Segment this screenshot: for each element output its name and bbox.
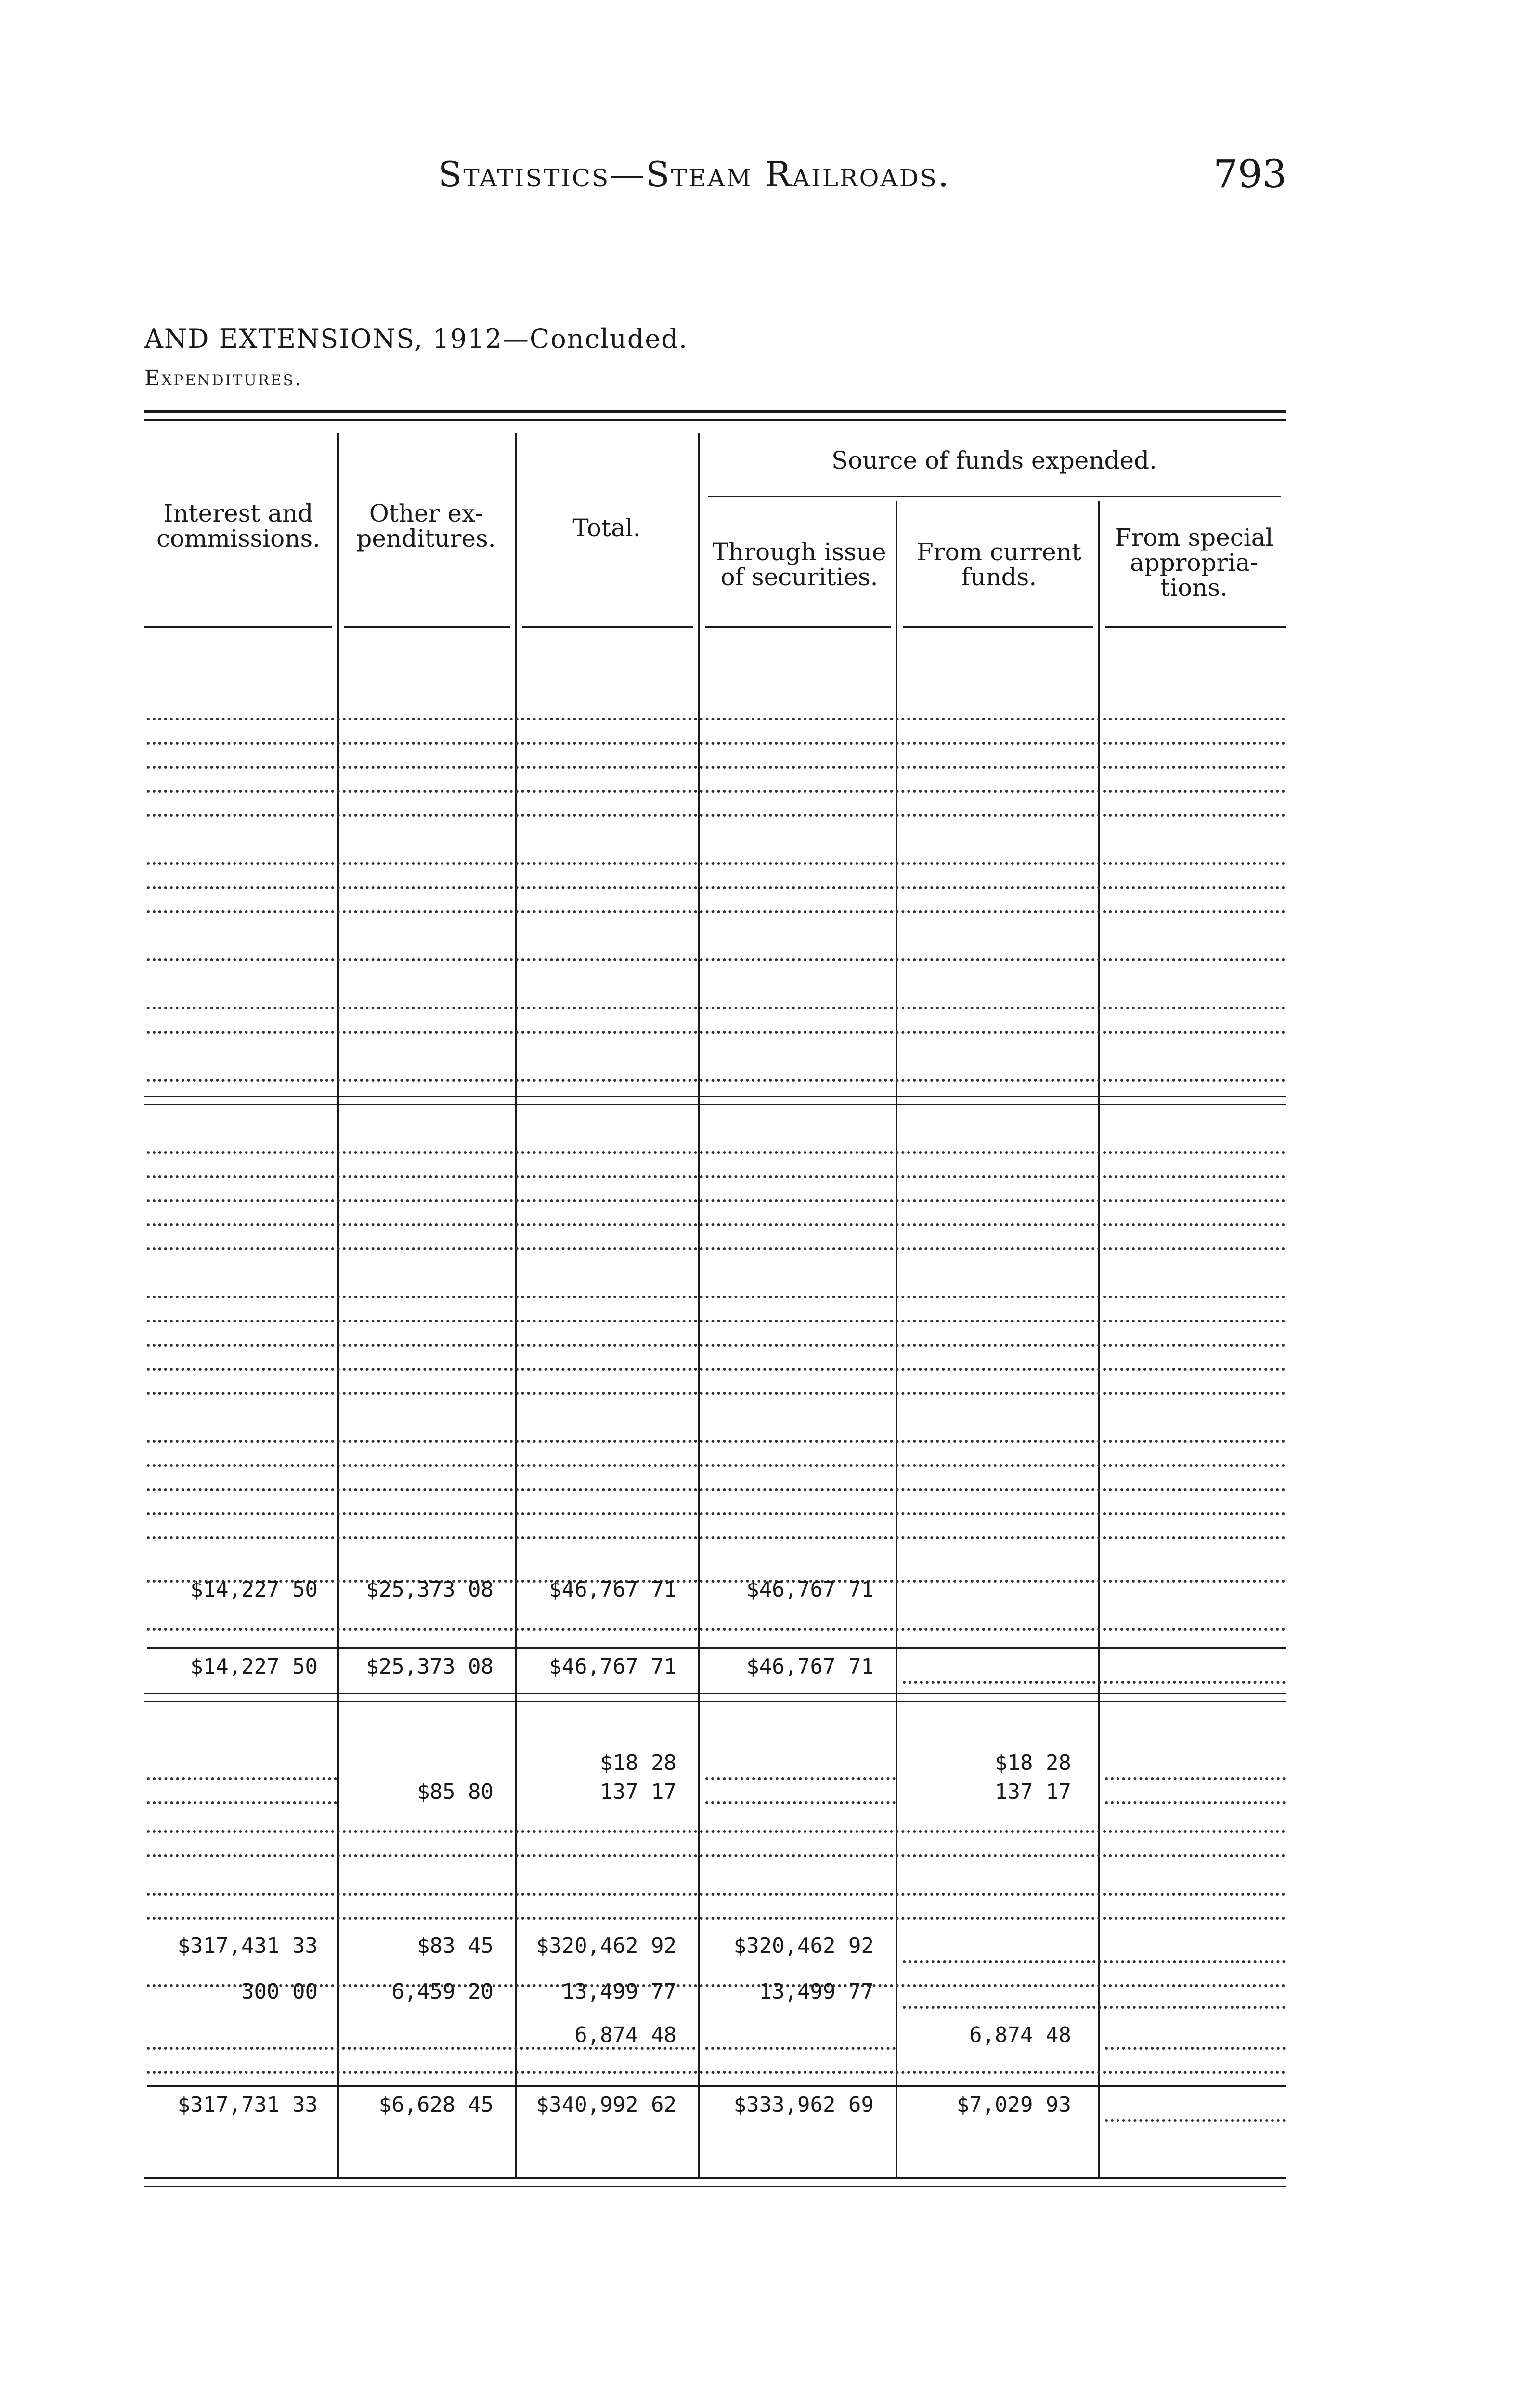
leader-dots (147, 1512, 1286, 1515)
leader-dots (903, 1681, 1286, 1684)
col-head-source-group: Source of funds expended. (831, 446, 1157, 474)
table-caption: AND EXTENSIONS, 1912—Concluded. (144, 324, 689, 354)
bottom-rule (144, 2177, 1286, 2179)
leader-dots (147, 1007, 1286, 1009)
column-divider (698, 433, 700, 2177)
col-head-total: Total. (572, 514, 641, 542)
cell-other: $83 45 (417, 1934, 494, 1958)
leader-dots (147, 1151, 1286, 1154)
sum-rule (147, 1647, 1286, 1649)
leader-dots (147, 886, 1286, 889)
head-rule (144, 626, 332, 628)
leader-dots (147, 1536, 1286, 1539)
cell-other: $25,373 08 (366, 1654, 494, 1679)
cell-securities: $46,767 71 (746, 1577, 874, 1602)
double-rule (144, 1096, 1286, 1105)
cell-current: 137 17 (995, 1780, 1071, 1804)
top-rule (144, 410, 1286, 413)
col-head-securities: Through issue of securities. (712, 538, 886, 591)
column-divider (896, 501, 897, 2177)
cell-other: $85 80 (417, 1780, 494, 1804)
head-rule (1105, 626, 1286, 628)
leader-dots (147, 958, 1286, 961)
leader-dots (147, 1199, 1286, 1202)
leader-dots (147, 1628, 1286, 1631)
sum-rule (147, 2085, 1286, 2087)
page-number: 793 (1213, 152, 1287, 196)
leader-dots (147, 1917, 1286, 1920)
leader-dots (147, 742, 1286, 745)
leader-dots (147, 1830, 1286, 1833)
leader-dots (147, 1247, 1286, 1250)
leader-dots (705, 1801, 896, 1804)
cell-securities: 13,499 77 (759, 1979, 874, 2004)
leader-dots (147, 1488, 1286, 1491)
leader-dots (1105, 1801, 1286, 1804)
col-head-interest: Interest and commissions. (156, 499, 321, 552)
leader-dots (903, 1960, 1286, 1963)
cell-other: $25,373 08 (366, 1577, 494, 1602)
leader-dots (147, 862, 1286, 865)
leader-dots (1105, 1777, 1286, 1780)
double-rule (144, 1693, 1286, 1702)
leader-dots (147, 2047, 696, 2050)
leader-dots (147, 718, 1286, 720)
leader-dots (147, 1801, 337, 1804)
cell-total: $46,767 71 (549, 1577, 676, 1602)
cell-total: $18 28 (600, 1751, 676, 1775)
leader-dots (147, 1392, 1286, 1395)
leader-dots (147, 1223, 1286, 1226)
column-divider (515, 433, 517, 2177)
top-rule-2 (144, 419, 1286, 421)
leader-dots (147, 1344, 1286, 1347)
col-head-special: From special appropria-tions. (1115, 523, 1273, 602)
leader-dots (705, 2047, 896, 2050)
leader-dots (147, 1893, 1286, 1896)
cell-other: $6,628 45 (378, 2093, 494, 2117)
leader-dots (147, 1368, 1286, 1371)
head-rule (903, 626, 1093, 628)
cell-securities: $320,462 92 (733, 1934, 874, 1958)
leader-dots (147, 814, 1286, 817)
cell-current: 6,874 48 (969, 2023, 1071, 2047)
cell-current: $7,029 93 (956, 2093, 1071, 2117)
cell-current: $18 28 (995, 1751, 1071, 1775)
leader-dots (147, 766, 1286, 769)
leader-dots (147, 910, 1286, 913)
leader-dots (147, 1854, 1286, 1857)
cell-interest: $14,227 50 (190, 1654, 318, 1679)
leader-dots (147, 1031, 1286, 1034)
leader-dots (147, 1464, 1286, 1467)
col-head-current: From current funds. (917, 538, 1081, 591)
cell-other: 6,459 20 (391, 1979, 494, 2004)
leader-dots (147, 1296, 1286, 1298)
table-subcaption: Expenditures. (144, 366, 303, 391)
leader-dots (1105, 2119, 1286, 2122)
head-rule (344, 626, 510, 628)
leader-dots (705, 1777, 896, 1780)
cell-interest: $14,227 50 (190, 1577, 318, 1602)
column-divider (337, 433, 339, 2177)
bottom-rule-2 (144, 2186, 1286, 2187)
leader-dots (903, 2006, 1286, 2009)
cell-total: 13,499 77 (561, 1979, 676, 2004)
leader-dots (147, 1440, 1286, 1443)
head-rule (705, 626, 891, 628)
cell-interest: $317,431 33 (177, 1934, 318, 1958)
leader-dots (147, 1175, 1286, 1178)
group-rule (708, 496, 1281, 497)
cell-total: 137 17 (600, 1780, 676, 1804)
cell-interest: 300 00 (241, 1979, 318, 2004)
leader-dots (147, 1777, 337, 1780)
cell-securities: $333,962 69 (733, 2093, 874, 2117)
leader-dots (147, 1320, 1286, 1322)
leader-dots (147, 790, 1286, 793)
col-head-other: Other ex-penditures. (356, 499, 496, 552)
head-rule (522, 626, 693, 628)
cell-interest: $317,731 33 (177, 2093, 318, 2117)
running-title: Statistics—Steam Railroads. (438, 154, 950, 195)
cell-total: $46,767 71 (549, 1654, 676, 1679)
cell-total: $320,462 92 (536, 1934, 676, 1958)
leader-dots (147, 2071, 1286, 2074)
cell-securities: $46,767 71 (746, 1654, 874, 1679)
cell-total: $340,992 62 (536, 2093, 676, 2117)
leader-dots (147, 1079, 1286, 1082)
leader-dots (1105, 2047, 1286, 2050)
cell-total: 6,874 48 (574, 2023, 676, 2047)
column-divider (1098, 501, 1100, 2177)
